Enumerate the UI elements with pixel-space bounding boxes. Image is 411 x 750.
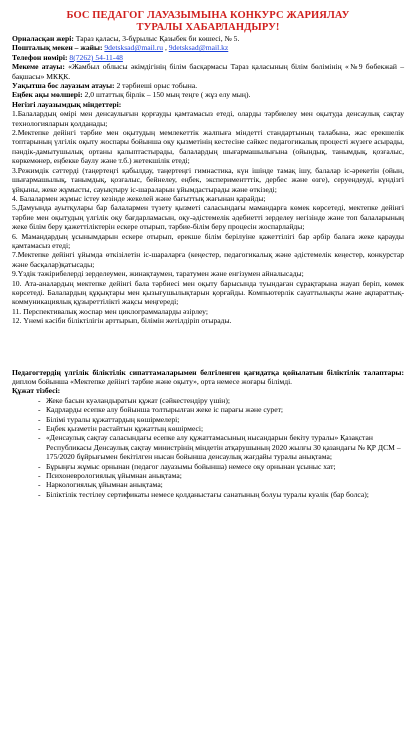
doc-item: - Кадрларды есепке алу бойынша толтырылған жеке іс парағы және сурет; xyxy=(42,405,404,414)
doc-item: - Еңбек қызметін растайтын құжаттың көшірмесі; xyxy=(42,424,404,433)
title-line-1: БОС ПЕДАГОГ ЛАУАЗЫМЫНА КОНКУРС ЖАРИЯЛАУ xyxy=(66,10,350,21)
doc-item: - Жеке басын куәландыратын құжат (сәйкестендіру үшін); xyxy=(42,396,404,405)
location-line xyxy=(12,34,404,43)
doc-item: - Наркологиялық ұйымнан анықтама; xyxy=(42,480,404,489)
duty-item: 2.Мектепке дейінгі тәрбие мен оқытудың мемлекеттік жалпыға міндетті стандартының талабына, жас ерекшелік топтарының үлгілік оқыту жоспары бойынша оқу қызметінің кестесіне сәйкес педагогикалық процесті жүзеге асырады, пәндік-дамытушылық ортаны қалыптастырады, балалардың шығармашылығына (ойындық, танымдық, қозғалыс, көркемөнер, еңбекке баулу және т.б.) жетекшілік етеді; xyxy=(12,128,404,166)
requirements-value: диплом бойынша «Мектепке дейінгі тәрбие және оқыту», орта немесе жоғары білімді. xyxy=(12,377,293,386)
doc-item: - Білімі туралы құжаттардың көшірмелері; xyxy=(42,415,404,424)
duty-item: 10. Ата-аналардың мектепке дейінгі бала тәрбиесі мен оқыту барысында туындаған сұрақтарына жауап беріп, көмек көрсетеді. Балалардың құқықтары мен қызығушылықтарын қорғайды. Компьютерлік сауаттылықты және ақпараттық-коммуникациялық құзыреттілікті жақсы меңгереді; xyxy=(12,278,404,307)
location-value: Тараз қаласы, 3-бұрылыс Қазыбек би көшесі, № 5. xyxy=(73,34,240,43)
email-line xyxy=(12,43,404,52)
duty-item: 4. Балалармен жұмыс істеу кезінде жекелей және бағыттық жағынан қарайды; xyxy=(12,193,266,203)
duration-line xyxy=(12,81,404,90)
phone-link[interactable]: 8(7262) 54-11-48 xyxy=(69,52,123,62)
duty-item: 3.Режимдік сәттерді (таңертеңгі қабылдау, таңертеңгі гимнастика, күн ішінде тамақ ішу, балалар іс-әрекетін (ойын, шығармашылық, танымдық, қозғалыс, бейнелеу, еңбек, экспериментттік, дербес және өзге), серуендеуді, күндізгі ұйқыны, жеке жұмысты, сауықтыру іс-шараларын ұйымдастырады және өткізеді; xyxy=(12,165,404,194)
requirements-heading: Педагогтердің үлгілік біліктілік сипаттамаларымен белгіленген қағидатқа қойылатын біліктілік талаптары: xyxy=(12,367,404,377)
duty-item: 7.Мектепке дейінгі ұйымда өткізілетін іс-шараларға (кеңестер, педагогикалық және әдістемелік кеңестер, конкурстар және басқалар)қатысады; xyxy=(12,250,404,269)
duty-item: 1.Балалардың өмірі мен денсаулығын қорғауды қамтамасыз етеді, оларды тәрбиелеу мен оқытуда денсаулық сақтау технологияларын қолданады; xyxy=(12,109,404,128)
salary-line xyxy=(12,90,404,99)
docs-heading: Құжат тізбесі: xyxy=(12,386,61,396)
phone-label: Телефон нөмірі: xyxy=(12,52,68,62)
org-line xyxy=(12,62,404,81)
salary-value: 2,0 штаттық бірлік – 150 мың теңге ( жұз елу мың). xyxy=(82,90,251,100)
duty-item: 6. Мамандардың ұсынымдарын ескере отырып, ерекше білім берілуіне қажеттілігі бар әрбір балаға жеке қарауды қамтамасыз етеді; xyxy=(12,231,404,250)
email-link-2[interactable]: 9detsksad@mail.kz xyxy=(168,43,229,53)
email-label: Пошталық мекен – жайы: xyxy=(12,43,103,53)
email-separator: , xyxy=(163,43,167,53)
salary-label: Еңбек ақы мөлшері: xyxy=(12,90,83,100)
requirements-line xyxy=(12,368,404,387)
email-link-1[interactable]: 9detsksad@mail.ru xyxy=(104,43,164,53)
duty-item: 12. Үнемі кәсіби біліктілігін арттырып, білімін жетілдіріп отырады. xyxy=(12,316,232,326)
docs-list xyxy=(12,396,404,499)
duty-item: 5.Дамуында ауытқулары бар балалармен түзету қызметі саласындағы мамандарға көмек көрсетеді, мектепке дейінгі тәрбие мен оқытудың үлгілік оқу бағдарламасын, оқу-әдістемелік әдебиетті зерделеу негізінде және топ балаларының жеке білім беру қажеттіліктерін ескере отырып, тәрбие-білім беру процесін жоспарлайды; xyxy=(12,203,404,232)
doc-item: - «Денсаулық сақтау саласындағы есепке алу құжаттамасының нысандарын бекіту туралы» Қазақстан Республикасы Денсаулық сақтау министрінің міндетін атқарушының 2020 жылғы 30 қазандағы № ҚР ДСМ – 175/2020 бұйрығымен бекітілген нысан бойынша денсаулық жағдайы туралы анықтама; xyxy=(42,433,404,461)
duration-label: Уақытша бос лауазым атауы: xyxy=(12,81,115,91)
duty-item: 11. Перспективалық жоспар мен циклограммаларды әзірлеу; xyxy=(12,306,208,316)
org-label: Мекеме атауы: xyxy=(12,62,65,72)
phone-line xyxy=(12,53,404,62)
doc-item: - Бұрыңғы жұмыс орнынан (педагог лауазымы бойынша) немесе оқу орнынан ұсыныс хат; xyxy=(42,462,404,471)
doc-item: - Біліктілік тестілеу сертификаты немесе қолданыстағы санатының болуы туралы куәлік (бар болса); xyxy=(42,490,404,499)
section-spacer xyxy=(12,326,404,368)
doc-item: - Психоневрологиялық ұйымнан анықтама; xyxy=(42,471,404,480)
duration-value: 2 тәрбиеші орыс тобына. xyxy=(114,81,198,91)
duties-list xyxy=(12,109,404,325)
announcement-title xyxy=(12,10,404,34)
title-line-2: ТУРАЛЫ ХАБАРЛАНДЫРУ! xyxy=(136,22,280,33)
announcement-document xyxy=(12,10,404,499)
org-value: «Жамбыл облысы әкімдігінің білім басқармасы Тараз қаласының білім бөлімінің «№9 бөбекжай – бақшасы» МКҚК. xyxy=(12,62,404,81)
duties-heading: Негізгі лауазымдық міндеттері: xyxy=(12,99,122,109)
duty-item: 9.Үздік тәжірибелерді зерделеумен, жинақтаумен, таратумен және енгізумен айналысады; xyxy=(12,269,304,279)
location-label: Орналасқан жері: xyxy=(12,34,74,43)
